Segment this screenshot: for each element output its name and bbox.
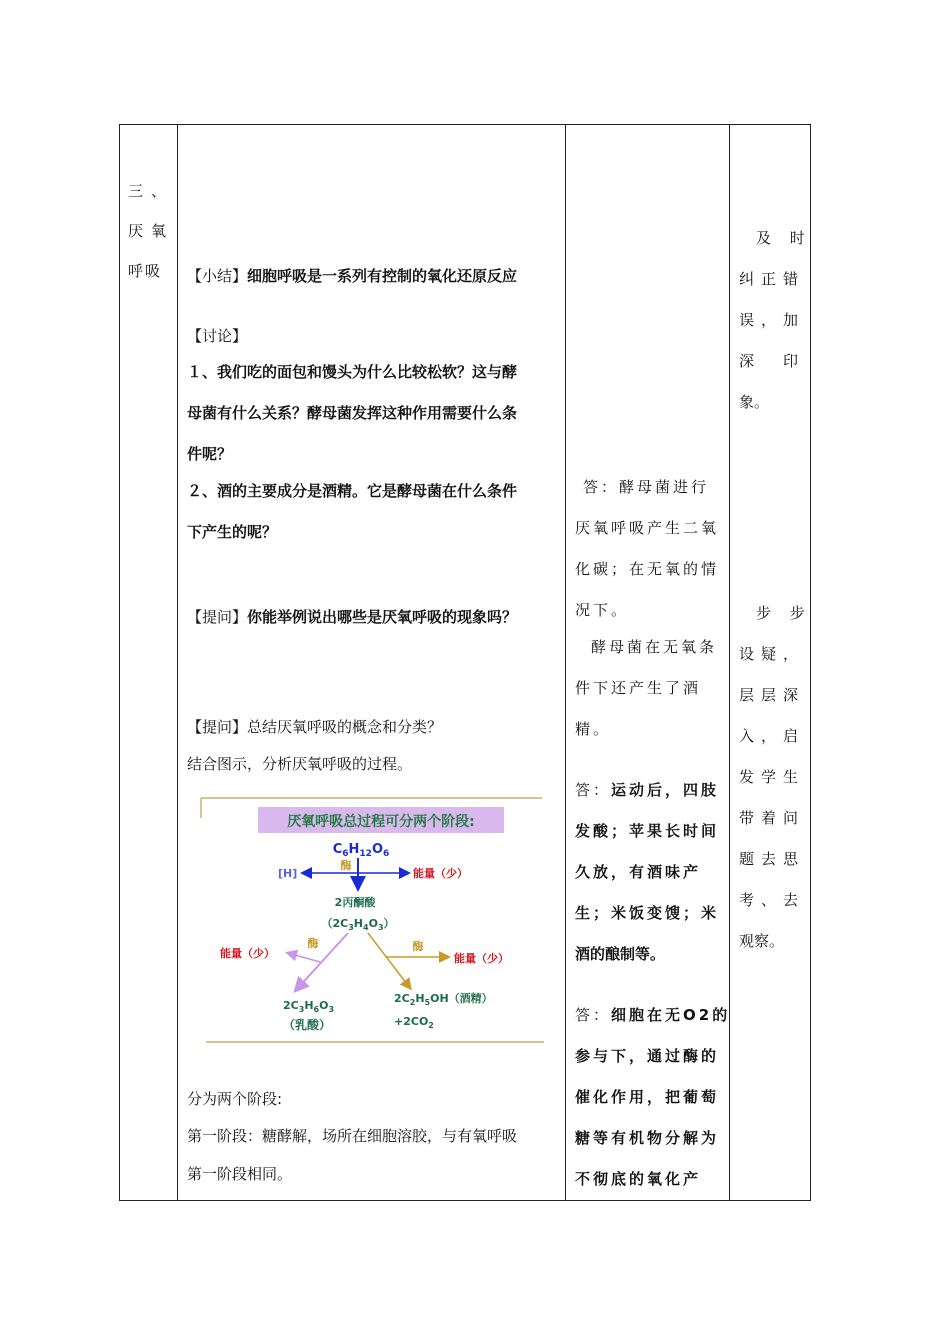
anaerobic-respiration-diagram xyxy=(198,790,548,1048)
note-1-line: 及 时 xyxy=(756,229,812,247)
note-2-line: 发学生 xyxy=(739,768,806,786)
answer-2-line: 件下还产生了酒 xyxy=(575,679,702,697)
stage-1-line: 第一阶段相同。 xyxy=(187,1165,293,1183)
lactic-name: （乳酸） xyxy=(283,1018,332,1032)
energy-label: 能量（少） xyxy=(413,867,468,880)
co2-formula: $+2CO_2$ xyxy=(394,1015,434,1030)
question-1-line: 母菌有什么关系？酵母菌发挥这种作用需要什么条 xyxy=(187,404,518,422)
answer-2-line: 精。 xyxy=(575,720,612,738)
answer-1-line: 答：酵母菌进行 xyxy=(583,478,710,496)
answer-1-line: 况下。 xyxy=(575,601,630,619)
ask-1-label: 【提问】 xyxy=(187,608,248,626)
summary-text: 细胞呼吸是一系列有控制的氧化还原反应 xyxy=(247,267,518,285)
section-title-line2: 呼吸 xyxy=(128,262,163,280)
pyruvate-label: 2丙酮酸 xyxy=(334,896,376,909)
ask-1-line xyxy=(187,607,517,627)
note-2-line: 入，启 xyxy=(739,727,806,745)
question-1-line: 件呢？ xyxy=(187,445,233,463)
lactic-formula: $2C_3H_6O_3$ xyxy=(283,999,335,1014)
column-divider xyxy=(177,124,178,1201)
ethanol-formula: $2C_2H_5OH$（酒精） xyxy=(394,992,493,1007)
ask-2-label: 【提问】 xyxy=(187,718,248,736)
note-2-line: 题去思 xyxy=(739,850,806,868)
note-2-line: 步 步 xyxy=(756,604,812,622)
diagram-title: 厌氧呼吸总过程可分两个阶段: xyxy=(287,814,475,830)
answer-3-line: 生；米饭变馊；米 xyxy=(575,904,720,922)
note-1-line: 象。 xyxy=(739,393,770,411)
discussion-label: 【讨论】 xyxy=(187,327,248,345)
answer-3-line: 答：运动后，四肢 xyxy=(575,781,720,799)
pyruvate-formula: $(2C_3H_4O_3)$ xyxy=(321,917,395,932)
answer-3-line: 发酸；苹果长时间 xyxy=(575,822,720,840)
answer-4-line: 糖等有机物分解为 xyxy=(575,1129,720,1147)
section-number: 三、 xyxy=(128,182,175,200)
answer-3-line: 久放，有酒味产 xyxy=(575,863,702,881)
note-2-line: 层层深 xyxy=(739,686,806,704)
column-divider xyxy=(729,124,730,1201)
answer-1-line: 化碳；在无氧的情 xyxy=(575,560,720,578)
answer-1-line: 厌氧呼吸产生二氧 xyxy=(575,519,720,537)
summary-label: 【小结】 xyxy=(187,267,248,285)
ask-2-text: 总结厌氧呼吸的概念和分类？ xyxy=(247,718,443,736)
note-2-line: 考、去 xyxy=(739,891,806,909)
answer-4-line: 答：细胞在无O2的 xyxy=(575,1006,731,1024)
answer-4-line: 不彻底的氧化产 xyxy=(575,1170,702,1188)
enzyme-label: 酶 xyxy=(412,940,424,953)
lactic-branch-arrow xyxy=(296,933,348,990)
enzyme-label: 酶 xyxy=(340,859,352,872)
glucose-formula: $C_6H_{12}O_6$ xyxy=(332,842,390,859)
question-2-line: 下产生的呢？ xyxy=(187,523,278,541)
combine-text: 结合图示，分析厌氧呼吸的过程。 xyxy=(187,755,413,773)
answer-4-line: 催化作用，把葡萄 xyxy=(575,1088,720,1106)
answer-4-line: 参与下，通过酶的 xyxy=(575,1047,720,1065)
answer-2-line: 酵母菌在无氧条 xyxy=(591,638,718,656)
stage-1-line: 第一阶段：糖酵解，场所在细胞溶胶，与有氧呼吸 xyxy=(187,1127,518,1145)
lactic-energy-arrow xyxy=(288,953,320,962)
note-1-line: 深 印 xyxy=(739,352,806,370)
question-1-line: １、我们吃的面包和馒头为什么比较松软？这与酵 xyxy=(187,363,518,381)
note-2-line: 带着问 xyxy=(739,809,806,827)
energy-label: 能量（少） xyxy=(220,947,275,960)
stages-title: 分为两个阶段: xyxy=(187,1090,283,1108)
ask-1-text: 你能举例说出哪些是厌氧呼吸的现象吗？ xyxy=(247,608,518,626)
summary-line xyxy=(187,266,517,286)
ethanol-branch-arrow xyxy=(368,933,410,988)
energy-label: 能量（少） xyxy=(454,952,509,965)
column-divider xyxy=(565,124,566,1201)
answer-4-prefix: 答： xyxy=(575,1006,612,1024)
h-label: [H] xyxy=(278,867,298,880)
answer-3-line: 酒的酿制等。 xyxy=(575,945,666,963)
note-1-line: 误，加 xyxy=(739,311,806,329)
section-title-line1: 厌氧 xyxy=(128,222,175,240)
enzyme-label: 酶 xyxy=(307,937,319,950)
answer-3-prefix: 答： xyxy=(575,781,612,799)
note-1-line: 纠正错 xyxy=(739,270,806,288)
note-2-line: 设疑， xyxy=(739,645,806,663)
ask-2-line xyxy=(187,717,442,737)
question-2-line: ２、酒的主要成分是酒精。它是酵母菌在什么条件 xyxy=(187,482,518,500)
note-2-line: 观察。 xyxy=(739,932,785,950)
